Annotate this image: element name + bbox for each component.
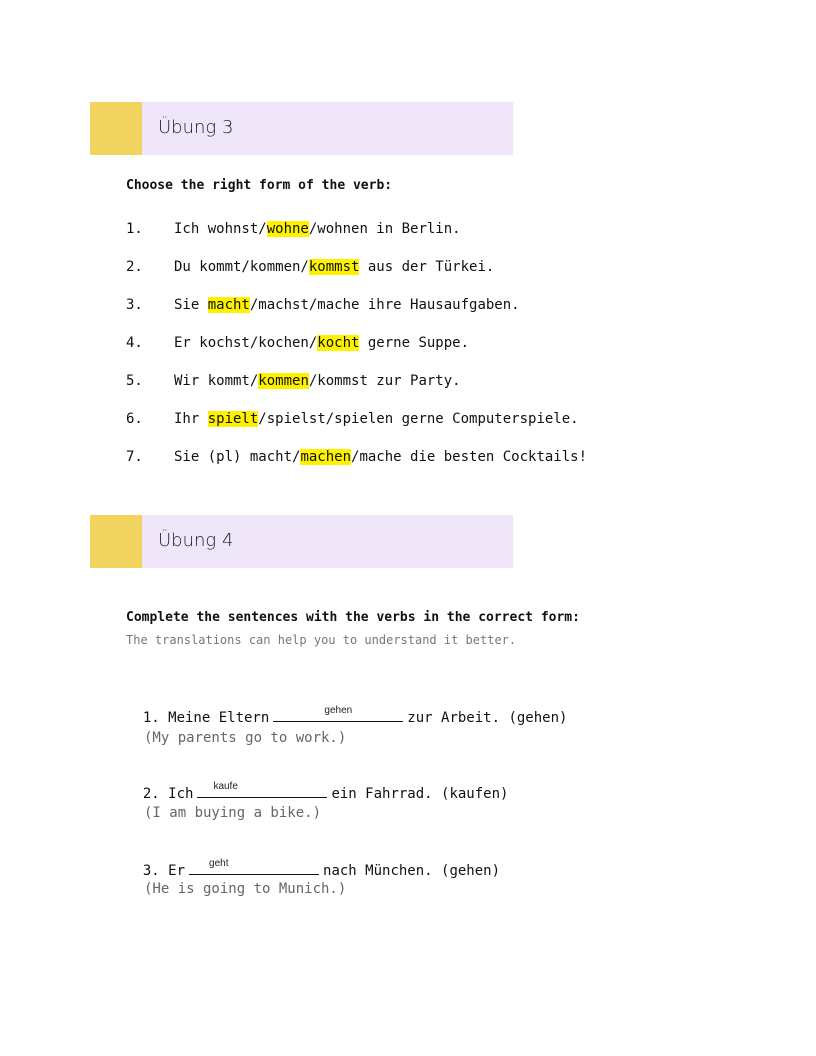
- item-text: Sie macht/machst/mache ihre Hausaufgaben.: [174, 297, 520, 313]
- highlighted-answer: machen: [300, 449, 352, 465]
- answer-text: geht: [209, 858, 229, 869]
- fill-in-sentence: 3. Er geht nach München. (gehen): [142, 858, 501, 879]
- header-accent: [90, 515, 142, 568]
- translation: (He is going to Munich.): [144, 881, 347, 897]
- answer-text: kaufe: [213, 781, 238, 792]
- header-accent: [90, 102, 142, 155]
- highlighted-answer: kommst: [308, 259, 360, 275]
- list-item: [126, 449, 588, 497]
- item-text: Ihr spielt/spielst/spielen gerne Computerspiele.: [174, 411, 579, 427]
- section-header-ubung-4: [90, 515, 513, 568]
- item-number: 6.: [126, 411, 143, 427]
- instruction-subtitle: The translations can help you to understand it better.: [126, 633, 517, 647]
- translation: (I am buying a bike.): [144, 805, 322, 821]
- highlighted-answer: macht: [207, 297, 250, 313]
- section-title: Übung 4: [158, 530, 234, 551]
- item-number: 4.: [126, 335, 143, 351]
- item-text: Sie (pl) macht/machen/mache die besten Cocktails!: [174, 449, 588, 465]
- item-text: Er kochst/kochen/kocht gerne Suppe.: [174, 335, 470, 351]
- section-title: Übung 3: [158, 117, 234, 138]
- highlighted-answer: wohne: [266, 221, 309, 237]
- instruction: Choose the right form of the verb:: [126, 178, 393, 193]
- section-header-ubung-3: [90, 102, 513, 155]
- answer-blank[interactable]: [273, 707, 403, 722]
- highlighted-answer: kommen: [258, 373, 309, 389]
- answer-blank[interactable]: [189, 860, 319, 875]
- item-text: Ich wohnst/wohne/wohnen in Berlin.: [174, 221, 461, 237]
- item-number: 1.: [126, 221, 143, 237]
- translation: (My parents go to work.): [144, 730, 347, 746]
- highlighted-answer: spielt: [207, 411, 259, 427]
- item-number: 2.: [126, 259, 143, 275]
- item-text: Wir kommt/kommen/kommst zur Party.: [174, 373, 461, 389]
- fill-in-sentence: 1. Meine Eltern gehen zur Arbeit. (gehen): [142, 705, 568, 726]
- item-number: 7.: [126, 449, 143, 465]
- answer-text: gehen: [324, 705, 353, 716]
- fill-in-sentence: 2. Ich kaufe ein Fahrrad. (kaufen): [142, 781, 509, 802]
- highlighted-answer: kocht: [317, 335, 360, 351]
- answer-blank[interactable]: [197, 783, 327, 798]
- item-number: 5.: [126, 373, 143, 389]
- instruction: Complete the sentences with the verbs in the correct form:: [126, 610, 580, 625]
- item-number: 3.: [126, 297, 143, 313]
- item-text: Du kommt/kommen/kommst aus der Türkei.: [174, 259, 495, 275]
